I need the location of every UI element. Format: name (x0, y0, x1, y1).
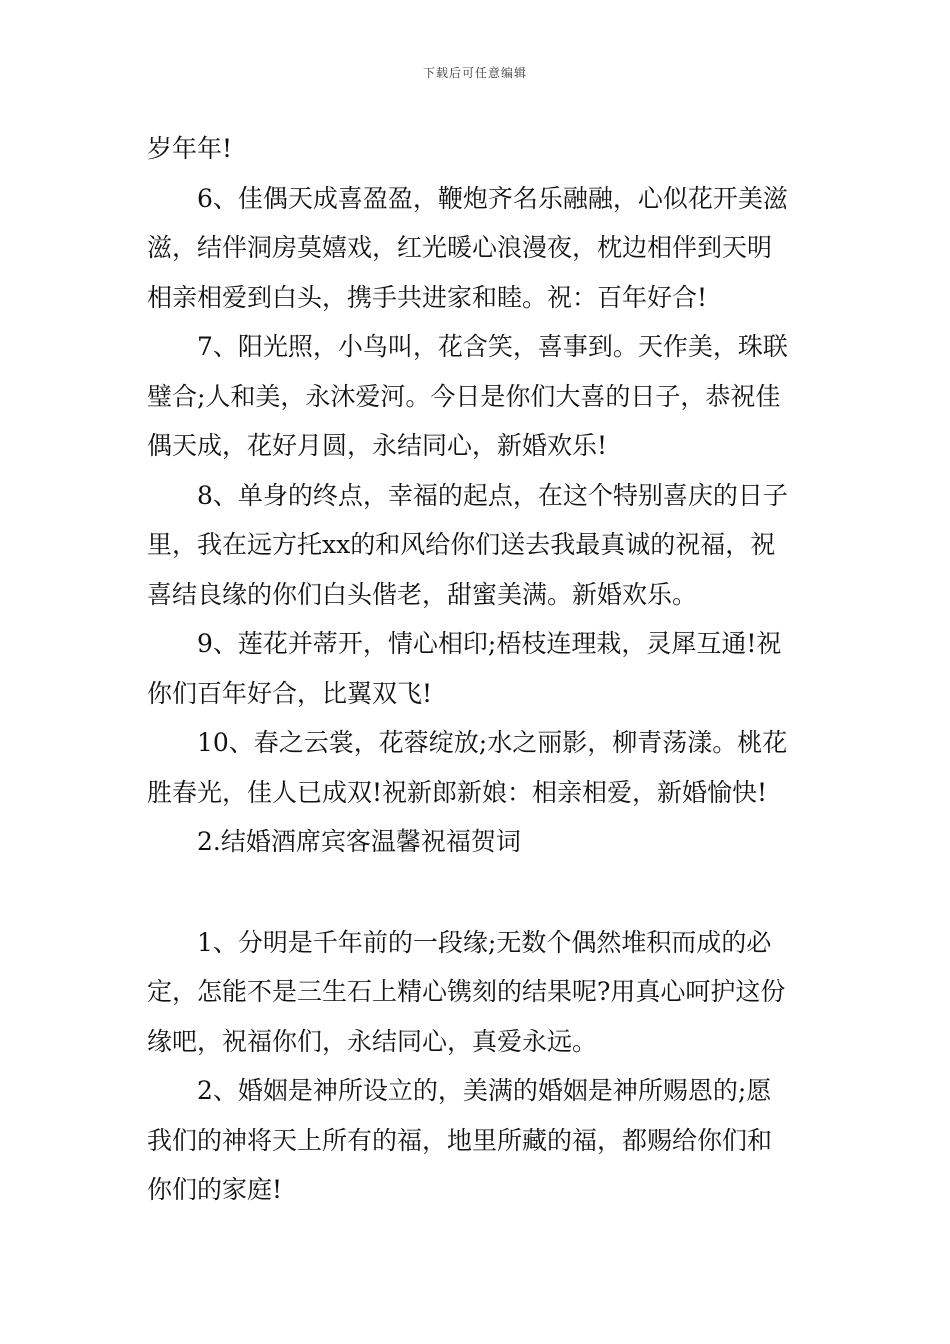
document-body (147, 124, 812, 1215)
text-line: 9、莲花并蒂开，情心相印;梧枝连理栽，灵犀互通!祝 (197, 629, 782, 658)
wish-item-8 (147, 471, 812, 620)
text-line: 我们的神将天上所有的福，地里所藏的福，都赐给你们和 (147, 1125, 773, 1155)
text-line: 8、单身的终点，幸福的起点，在这个特别喜庆的日子 (197, 480, 788, 510)
text-line: 7、阳光照，小鸟叫，花含笑，喜事到。天作美，珠联 (197, 332, 788, 361)
wish-item-10 (147, 718, 812, 817)
greeting-item-1 (147, 918, 812, 1067)
text-line: 里，我在远方托xx的和风给你们送去我最真诚的祝福，祝 (147, 530, 776, 559)
wish-item-6 (147, 174, 812, 323)
greeting-item-2 (147, 1066, 812, 1215)
wish-item-9 (147, 619, 812, 718)
text-line: 你们的家庭! (147, 1175, 283, 1204)
wish-item-7 (147, 322, 812, 471)
text-line: 喜结良缘的你们白头偕老，甜蜜美满。新婚欢乐。 (147, 579, 698, 609)
text-line: 6、佳偶天成喜盈盈，鞭炮齐名乐融融，心似花开美滋 (197, 183, 788, 213)
text-line: 1、分明是千年前的一段缘;无数个偶然堆积而成的必 (197, 927, 772, 957)
text-line: 胜春光，佳人已成双!祝新郎新娘：相亲相爱，新婚愉快! (147, 777, 768, 807)
page-header: 下载后可任意编辑 (422, 66, 527, 80)
text-line: 岁年年! (147, 134, 233, 163)
paragraph-continuation (147, 124, 812, 174)
text-line: 2、婚姻是神所设立的，美满的婚姻是神所赐恩的;愿 (197, 1076, 772, 1105)
text-line: 偶天成，花好月圆，永结同心，新婚欢乐! (147, 431, 608, 460)
text-line: 缘吧，祝福你们，永结同心，真爱永远。 (147, 1026, 598, 1056)
text-line: 滋，结伴洞房莫嬉戏，红光暖心浪漫夜，枕边相伴到天明 (147, 233, 773, 262)
section-title: 2.结婚酒席宾客温馨祝福贺词 (197, 827, 521, 856)
text-line: 你们百年好合，比翼双飞! (147, 678, 433, 708)
text-line: 10、春之云裳，花蓉绽放;水之丽影，柳青荡漾。桃花 (197, 728, 788, 757)
text-line: 璧合;人和美，永沐爱河。今日是你们大喜的日子，恭祝佳 (147, 381, 781, 411)
section-heading (147, 817, 812, 867)
text-line: 相亲相爱到白头，携手共进家和睦。祝：百年好合! (147, 282, 708, 312)
text-line: 定，怎能不是三生石上精心镌刻的结果呢?用真心呵护这份 (147, 977, 786, 1006)
blank-spacer (147, 867, 812, 918)
